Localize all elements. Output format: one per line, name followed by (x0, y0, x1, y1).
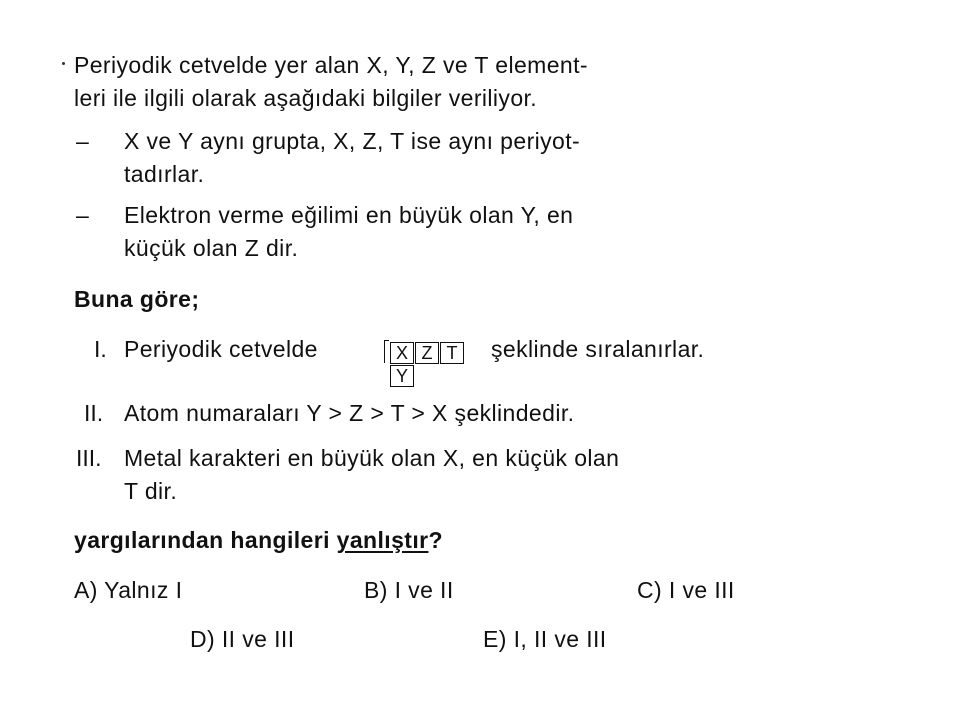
option-b[interactable]: B) I ve II (364, 577, 454, 603)
table-cell-x: X (390, 342, 414, 364)
table-cell-z: Z (415, 342, 439, 364)
statement-1-after: şeklinde sıralanırlar. (491, 336, 705, 362)
statement-1-before: Periyodik cetvelde (124, 336, 318, 362)
question-after: ? (428, 527, 443, 553)
question-emphasis: yanlıştır (336, 527, 429, 553)
statement-3-line-2: T dir. (124, 478, 178, 504)
question-before: yargılarından hangileri (74, 527, 337, 553)
fact-1-line-1: X ve Y aynı grupta, X, Z, T ise aynı periyot- (124, 128, 581, 154)
fact-2-line-1: Elektron verme eğilimi en büyük olan Y, en (124, 202, 574, 228)
statement-3-number: III. (76, 445, 102, 471)
table-cell-y: Y (390, 365, 414, 387)
fact-1-line-2: tadırlar. (124, 161, 205, 187)
statement-2-number: II. (84, 400, 104, 426)
option-c[interactable]: C) I ve III (637, 577, 735, 603)
intro-line-1: Periyodik cetvelde yer alan X, Y, Z ve T element- (74, 52, 588, 78)
question-text (74, 525, 443, 555)
lead-text: Buna göre; (74, 286, 200, 312)
option-a[interactable]: A) Yalnız I (74, 577, 183, 603)
intro-line-2: leri ile ilgili olarak aşağıdaki bilgiler veriliyor. (74, 85, 538, 111)
fact-2-line-2: küçük olan Z dir. (124, 235, 299, 261)
option-d[interactable]: D) II ve III (190, 626, 295, 652)
statement-1-number: I. (94, 336, 107, 362)
periodic-table-diagram (388, 340, 480, 388)
statement-2-text: Atom numaraları Y > Z > T > X şeklindedir. (124, 400, 575, 426)
fact-1-dash: – (76, 128, 89, 154)
bullet-dot (62, 62, 65, 65)
table-cell-t: T (440, 342, 464, 364)
option-e[interactable]: E) I, II ve III (483, 626, 607, 652)
fact-2-dash: – (76, 202, 89, 228)
statement-3-line-1: Metal karakteri en büyük olan X, en küçük olan (124, 445, 620, 471)
